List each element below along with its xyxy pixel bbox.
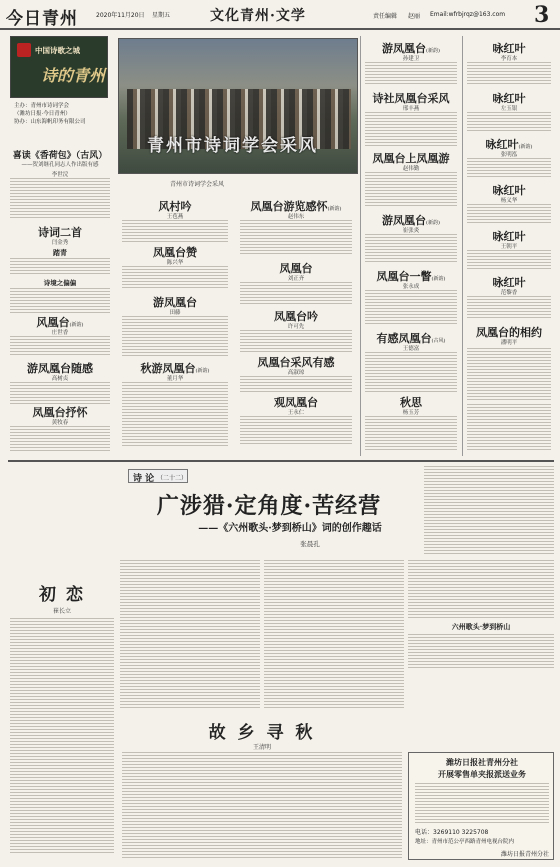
story-author: 王清明 xyxy=(252,744,271,751)
page-number: 3 xyxy=(534,2,550,28)
section-banner xyxy=(10,36,108,98)
poem-author: 左玉银 xyxy=(500,106,518,112)
poem-author: 王朝平 xyxy=(500,244,518,250)
feature-subtitle: ——《六州歌头·梦到桥山》词的创作趣话 xyxy=(198,523,382,534)
poem-text xyxy=(10,178,110,218)
poem-author: 张永成 xyxy=(402,284,420,290)
story-text xyxy=(10,618,114,854)
co-name: 山东海帆印务有限公司 xyxy=(30,119,86,125)
poem-text xyxy=(240,282,352,304)
poem-text xyxy=(467,296,551,318)
feature-body xyxy=(408,634,554,670)
poem-title: 有感凤凰台(古风) xyxy=(376,332,446,345)
feature-article xyxy=(120,465,420,555)
banner-poem-title: 诗的青州 xyxy=(41,66,106,85)
section-divider xyxy=(8,460,554,462)
host-label: 主办 xyxy=(14,103,26,109)
section-title: 文化青州·文学 xyxy=(210,8,306,24)
poem-title: 秋思 xyxy=(400,396,422,409)
poem-title: 咏红叶 xyxy=(492,42,526,55)
poem-title: 凤凰台抒怀 xyxy=(32,406,88,419)
poem-title: 诗境之偏偏 xyxy=(43,279,77,287)
poem-author: 王德富 xyxy=(402,346,420,352)
poem-author: 庄世香 xyxy=(51,330,69,336)
poem-title: 咏红叶 xyxy=(492,92,526,105)
poem-text xyxy=(365,290,457,326)
poem-text xyxy=(10,382,110,404)
poem-author: 杨玉芳 xyxy=(402,410,420,416)
poem-author: 崔张炎 xyxy=(402,228,420,234)
poem-title: 游凤凰台随感 xyxy=(27,362,93,375)
poem-author: 陈兴华 xyxy=(166,260,184,266)
poem-title: 咏红叶 xyxy=(492,276,526,289)
column-2 xyxy=(118,194,232,454)
newspaper-logo: 今日青州 xyxy=(6,9,78,29)
poem-text xyxy=(365,172,457,208)
column-3 xyxy=(236,194,356,454)
column-5 xyxy=(462,36,554,456)
poem-text xyxy=(10,426,110,452)
poem-text xyxy=(10,336,110,356)
story-author: 崔长立 xyxy=(52,608,71,615)
group-photo xyxy=(118,38,358,174)
poem-title: 游凤凰台 xyxy=(153,296,197,309)
poem-text xyxy=(122,220,228,242)
poem-text xyxy=(467,250,551,270)
poem-text xyxy=(365,416,457,452)
feature-body xyxy=(424,466,554,556)
ad-text xyxy=(415,783,549,823)
poem-author: 许可先 xyxy=(287,324,305,330)
kicker-number: （二十二） xyxy=(157,475,188,482)
feature-body xyxy=(120,560,260,710)
poem-text xyxy=(467,62,551,84)
editor-name: 赵丽 xyxy=(408,13,421,20)
poem-author: 闫金秀 xyxy=(51,240,69,246)
host-name: 青州市诗词学会 xyxy=(30,103,70,109)
poem-subtitle: ——贺刘继孔同志人作出版有感 xyxy=(21,162,99,168)
ad-phone: 电话：3269110 3225708 xyxy=(415,829,489,836)
banner-host: 主办：青州市诗词学会 （潍坊日报·今日青州） 协办：山东海帆印务有限公司 xyxy=(14,103,86,125)
poem-text xyxy=(467,204,551,224)
poem-author: 赵伟勤 xyxy=(402,166,420,172)
poem-title: 六州歌头·梦到桥山 xyxy=(451,622,511,631)
poem-author: 王永仁 xyxy=(287,410,305,416)
feature-headline: 广涉猎·定角度·苦经营 xyxy=(156,493,382,519)
feature-body xyxy=(408,560,554,618)
poem-author: 高淑琼 xyxy=(287,370,305,376)
story-chulian xyxy=(8,560,116,856)
poem-title: 咏红叶 xyxy=(492,230,526,243)
ad-box xyxy=(408,752,554,860)
poem-title: 喜读《香荷包》（古风） xyxy=(12,151,108,161)
poem-title: 凤凰台采风有感 xyxy=(257,356,335,369)
story-text xyxy=(122,752,402,860)
poem-text xyxy=(240,416,352,446)
poem-text xyxy=(365,352,457,392)
story-title: 初 恋 xyxy=(39,585,85,605)
poem-author: 高树贞 xyxy=(51,376,69,382)
banner-org: 中国诗歌之城 xyxy=(35,46,80,55)
poem-title: 诗词二首 xyxy=(38,226,82,239)
poem-title: 凤凰台赞 xyxy=(153,246,197,259)
issue-weekday: 星期五 xyxy=(152,12,171,19)
poem-title: 凤凰台一瞥(新韵) xyxy=(376,270,446,283)
editor-label: 责任编辑 xyxy=(373,13,398,20)
poem-text xyxy=(365,234,457,264)
photo-banner-text: 青州市诗词学会采风 xyxy=(147,136,318,156)
story-guxiang xyxy=(120,712,404,860)
poem-text xyxy=(122,382,228,446)
poem-title: 风凰台(新韵) xyxy=(36,316,84,329)
poem-title: 凤凰台上凤凰游 xyxy=(372,152,450,165)
poem-title: 凤凰台游览感怀(新韵) xyxy=(250,200,342,213)
column-4 xyxy=(360,36,460,456)
poem-text xyxy=(10,288,110,314)
poem-title: 秋游凤凰台(新韵) xyxy=(140,362,210,375)
ad-line2: 开展零售单夹报派送业务 xyxy=(438,769,526,779)
poem-title: 游凤凰台(新韵) xyxy=(382,214,440,227)
poem-title: 踏青 xyxy=(53,248,67,257)
feature-body xyxy=(264,560,404,710)
kicker-label: 诗 论 xyxy=(133,474,155,484)
co-label: 协办 xyxy=(14,119,26,125)
poem-title: 凤凰台的相约 xyxy=(476,326,542,339)
poem-author: 董月华 xyxy=(166,376,184,382)
ad-line1: 潍坊日报社青州分社 xyxy=(446,757,518,767)
poem-text xyxy=(467,158,551,178)
poem-text xyxy=(240,330,352,352)
photo-caption: 青州市诗词学会采风 xyxy=(170,181,225,188)
kicker-box xyxy=(128,469,188,483)
ad-address: 地址：青州市范公亭西路青州电视台院内 xyxy=(415,839,515,845)
poem-text xyxy=(365,62,457,84)
feature-author: 张晨孔 xyxy=(300,540,320,548)
poem-title: 游凤凰台(新韵) xyxy=(382,42,440,55)
poem-text xyxy=(10,258,110,274)
poem-text xyxy=(240,376,352,392)
story-title: 故 乡 寻 秋 xyxy=(208,723,316,743)
poem-author: 黄牧春 xyxy=(51,420,69,426)
poem-title: 诗社凤凰台采风 xyxy=(372,92,450,105)
poem-author: 孙建卫 xyxy=(402,56,420,62)
poem-text xyxy=(122,316,228,356)
poem-author: 范黎香 xyxy=(500,290,518,296)
poem-title: 凤凰台 xyxy=(279,262,313,275)
poem-text xyxy=(365,112,457,146)
feature-body-right xyxy=(408,560,554,670)
poem-author: 刘正齐 xyxy=(287,276,305,282)
poem-text xyxy=(467,348,551,400)
poem-author: 张明泓 xyxy=(500,152,518,158)
poem-text xyxy=(467,112,551,132)
poem-title: 风村吟 xyxy=(158,200,192,213)
issue-date: 2020年11月20日 xyxy=(96,12,145,19)
poem-author: 杨义华 xyxy=(500,198,518,204)
poem-title: 咏红叶(新韵) xyxy=(485,138,533,151)
poem-text xyxy=(122,266,228,290)
poem-author: 邢丰燕 xyxy=(402,106,420,112)
poem-author: 赵伟东 xyxy=(287,214,305,220)
china-city-badge xyxy=(17,43,31,57)
poem-title: 咏红叶 xyxy=(492,184,526,197)
editor-email: Email:wfrbjrqz@163.com xyxy=(430,11,506,18)
column-1 xyxy=(8,138,112,453)
co-org: （潍坊日报·今日青州） xyxy=(14,111,71,117)
poem-author: 田藤 xyxy=(169,310,181,316)
masthead xyxy=(0,0,560,30)
poem-author: 王苞燕 xyxy=(166,214,184,220)
poem-text xyxy=(240,220,352,256)
poem-author: 李育本 xyxy=(500,56,518,62)
poem-author: 李世浣 xyxy=(51,172,69,178)
poem-text xyxy=(467,404,551,450)
poem-author: 潘明平 xyxy=(500,340,518,346)
ad-org: 潍坊日报青州分社 xyxy=(500,851,549,858)
poem-title: 凤凰台吟 xyxy=(274,310,318,323)
poem-title: 观凤凰台 xyxy=(274,396,318,409)
